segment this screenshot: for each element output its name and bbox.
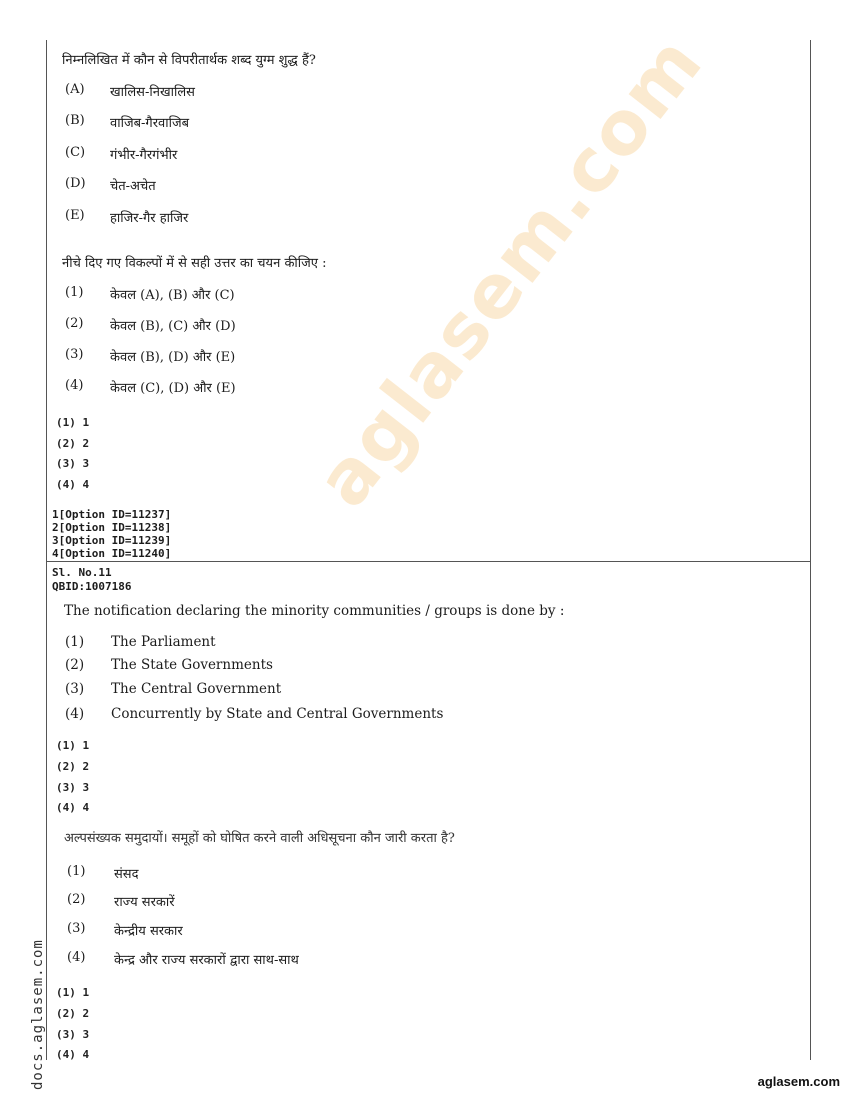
left-border bbox=[46, 40, 47, 1060]
q11-question-hi: अल्पसंख्यक समुदायों। समूहों को घोषित करने वाली अधिसूचना कौन जारी करता है? bbox=[64, 831, 455, 846]
statement-label: (B) bbox=[65, 113, 85, 128]
answer-key: (2) 2 bbox=[56, 437, 90, 450]
answer-key: (1) 1 bbox=[56, 416, 90, 429]
answer-key: (1) 1 bbox=[56, 739, 90, 752]
option-id: 4[Option ID=11240] bbox=[52, 547, 172, 560]
choice-label: (1) bbox=[65, 285, 84, 300]
answer-key: (3) 3 bbox=[56, 781, 90, 794]
statement-label: (C) bbox=[65, 145, 86, 160]
choice-label: (3) bbox=[65, 681, 85, 697]
statement-text: खालिस-निखालिस bbox=[110, 85, 195, 100]
choice-label: (2) bbox=[65, 316, 84, 331]
option-id: 3[Option ID=11239] bbox=[52, 534, 172, 547]
sl-no: Sl. No.11 bbox=[52, 566, 112, 579]
choice-label: (1) bbox=[65, 634, 85, 650]
option-id: 1[Option ID=11237] bbox=[52, 508, 172, 521]
statement-text: हाजिर-गैर हाजिर bbox=[110, 211, 189, 226]
statement-text: चेत-अचेत bbox=[110, 179, 156, 194]
statement-label: (A) bbox=[65, 82, 85, 97]
choice-text: The State Governments bbox=[111, 657, 273, 673]
choice-text: राज्य सरकारें bbox=[114, 895, 175, 910]
q10-question: निम्नलिखित में कौन से विपरीतार्थक शब्द युग्म शुद्ध हैं? bbox=[62, 53, 316, 68]
choice-text: The Parliament bbox=[111, 634, 216, 650]
choice-text: Concurrently by State and Central Governments bbox=[111, 706, 444, 722]
choice-text: केन्द्र और राज्य सरकारों द्वारा साथ-साथ bbox=[114, 953, 299, 968]
choice-text: केवल (B), (C) और (D) bbox=[110, 319, 236, 334]
answer-key: (4) 4 bbox=[56, 1048, 90, 1061]
option-id: 2[Option ID=11238] bbox=[52, 521, 172, 534]
answer-key: (2) 2 bbox=[56, 760, 90, 773]
side-watermark: docs.aglasem.com bbox=[30, 939, 46, 1090]
choice-label: (3) bbox=[65, 347, 84, 362]
choice-label: (4) bbox=[65, 706, 85, 722]
choice-label: (3) bbox=[67, 921, 86, 936]
choice-label: (4) bbox=[65, 378, 84, 393]
answer-key: (1) 1 bbox=[56, 986, 90, 999]
footer-brand[interactable]: aglasem.com bbox=[757, 1074, 840, 1089]
qbid: QBID:1007186 bbox=[52, 580, 132, 593]
watermark: aglasem.com bbox=[300, 19, 720, 523]
choice-label: (4) bbox=[67, 950, 86, 965]
statement-label: (E) bbox=[65, 208, 85, 223]
statement-text: गंभीर-गैरगंभीर bbox=[110, 148, 178, 163]
choice-text: केवल (B), (D) और (E) bbox=[110, 350, 236, 365]
choice-text: केन्द्रीय सरकार bbox=[114, 924, 183, 939]
answer-key: (4) 4 bbox=[56, 478, 90, 491]
choice-text: केवल (A), (B) और (C) bbox=[110, 288, 235, 303]
choice-text: The Central Government bbox=[111, 681, 282, 697]
choice-label: (1) bbox=[67, 864, 86, 879]
q11-question-en: The notification declaring the minority communities / groups is done by : bbox=[64, 603, 565, 619]
choice-label: (2) bbox=[67, 892, 86, 907]
answer-key: (3) 3 bbox=[56, 457, 90, 470]
right-border bbox=[810, 40, 811, 1060]
question-divider bbox=[46, 561, 811, 562]
answer-key: (3) 3 bbox=[56, 1028, 90, 1041]
statement-text: वाजिब-गैरवाजिब bbox=[110, 116, 190, 131]
choice-text: केवल (C), (D) और (E) bbox=[110, 381, 236, 396]
statement-label: (D) bbox=[65, 176, 86, 191]
choice-label: (2) bbox=[65, 657, 85, 673]
q10-instruction: नीचे दिए गए विकल्पों में से सही उत्तर का चयन कीजिए : bbox=[62, 256, 327, 271]
answer-key: (4) 4 bbox=[56, 801, 90, 814]
answer-key: (2) 2 bbox=[56, 1007, 90, 1020]
choice-text: संसद bbox=[114, 867, 139, 882]
